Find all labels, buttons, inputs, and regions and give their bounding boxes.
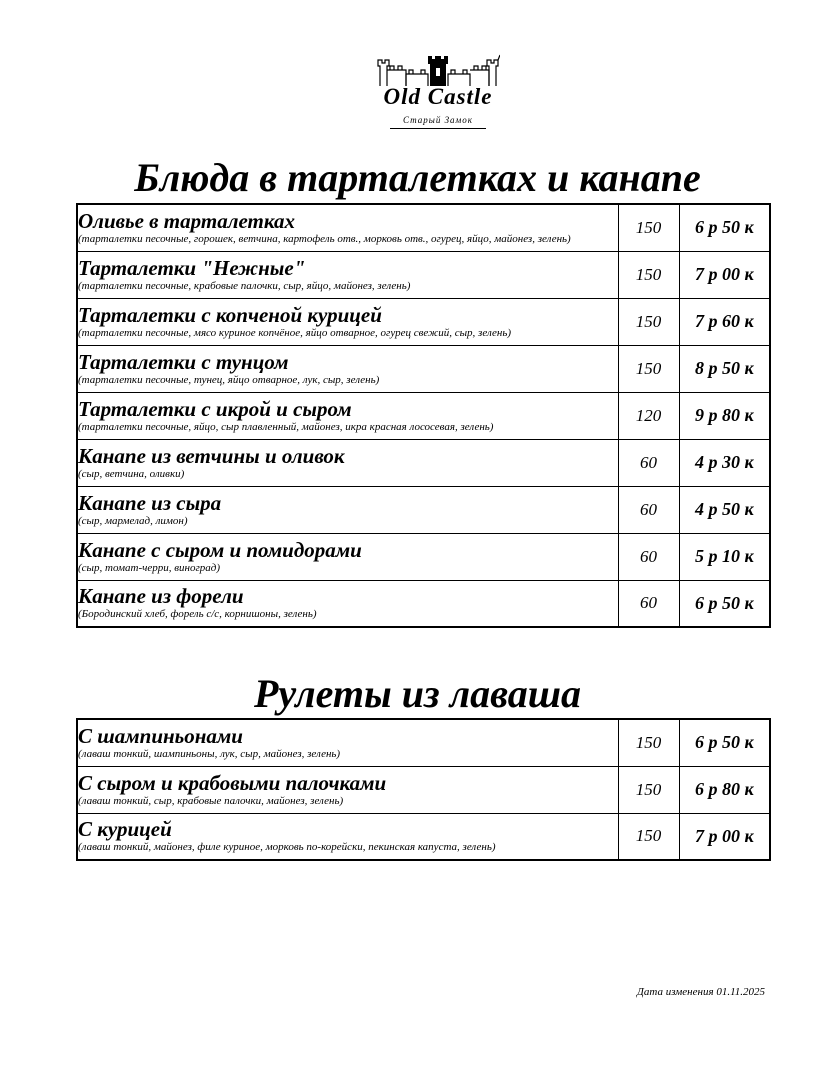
dish-cell (77, 533, 618, 580)
menu-row (77, 766, 770, 813)
menu-row (77, 439, 770, 486)
dish-name: Канапе из форели (78, 584, 244, 609)
dish-description: (сыр, томат-черри, виноград) (78, 561, 221, 574)
menu-table-lavash-rolls (76, 718, 771, 861)
dish-price: 6 р 80 к (679, 766, 770, 813)
menu-row (77, 251, 770, 298)
dish-weight: 60 (618, 533, 679, 580)
dish-weight: 150 (618, 204, 679, 251)
dish-description: (лаваш тонкий, шампиньоны, лук, сыр, майонез, зелень) (78, 747, 341, 760)
dish-weight: 60 (618, 486, 679, 533)
dish-weight: 150 (618, 298, 679, 345)
logo-subtitle: Старый Замок (403, 115, 473, 125)
dish-price: 6 р 50 к (679, 719, 770, 766)
dish-name: С курицей (78, 817, 172, 842)
logo-name: Old Castle (383, 84, 493, 109)
dish-description: (тарталетки песочные, крабовые палочки, сыр, яйцо, майонез, зелень) (78, 279, 411, 292)
dish-cell (77, 392, 618, 439)
castle-icon (376, 52, 500, 88)
dish-price: 6 р 50 к (679, 580, 770, 627)
dish-name: С шампиньонами (78, 723, 243, 748)
dish-price: 5 р 10 к (679, 533, 770, 580)
menu-row (77, 392, 770, 439)
dish-price: 7 р 60 к (679, 298, 770, 345)
dish-description: (лаваш тонкий, майонез, филе куриное, морковь по-корейски, пекинская капуста, зелень) (78, 841, 496, 854)
dish-weight: 150 (618, 345, 679, 392)
dish-price: 7 р 00 к (679, 813, 770, 860)
menu-row (77, 298, 770, 345)
dish-cell (77, 345, 618, 392)
section-title-lavash-rolls: Рулеты из лаваша (253, 671, 582, 716)
dish-description: (тарталетки песочные, яйцо, сыр плавленный, майонез, икра красная лососевая, зелень) (78, 420, 494, 433)
dish-price: 4 р 50 к (679, 486, 770, 533)
logo-underline (390, 128, 486, 129)
dish-description: (тарталетки песочные, горошек, ветчина, картофель отв., морковь отв., огурец, яйцо, майонез, зелень) (78, 232, 571, 245)
dish-description: (сыр, мармелад, лимон) (78, 514, 188, 527)
dish-price: 7 р 00 к (679, 251, 770, 298)
dish-description: (тарталетки песочные, тунец, яйцо отварное, лук, сыр, зелень) (78, 373, 380, 386)
old-castle-logo (360, 52, 516, 134)
change-date-note: Дата изменения 01.11.2025 (636, 986, 765, 998)
menu-row (77, 580, 770, 627)
menu-row (77, 345, 770, 392)
dish-name: Тарталетки "Нежные" (78, 255, 306, 280)
dish-price: 4 р 30 к (679, 439, 770, 486)
menu-table-tartlets (76, 203, 771, 628)
dish-cell (77, 204, 618, 251)
menu-row (77, 533, 770, 580)
dish-name: С сыром и крабовыми палочками (78, 770, 387, 795)
dish-name: Канапе из ветчины и оливок (78, 443, 345, 468)
dish-description: (тарталетки песочные, мясо куриное копчёное, яйцо отварное, огурец свежий, сыр, зелень) (78, 326, 512, 339)
dish-name: Тарталетки с копченой курицей (78, 302, 382, 327)
dish-name: Оливье в тарталетках (78, 208, 295, 233)
dish-name: Тарталетки с тунцом (78, 349, 289, 374)
dish-price: 6 р 50 к (679, 204, 770, 251)
dish-cell (77, 580, 618, 627)
dish-cell (77, 251, 618, 298)
dish-weight: 120 (618, 392, 679, 439)
dish-weight: 150 (618, 719, 679, 766)
dish-cell (77, 719, 618, 766)
dish-name: Тарталетки с икрой и сыром (78, 396, 352, 421)
menu-row (77, 486, 770, 533)
menu-row (77, 204, 770, 251)
dish-description: (лаваш тонкий, сыр, крабовые палочки, майонез, зелень) (78, 794, 344, 807)
menu-row (77, 719, 770, 766)
dish-cell (77, 766, 618, 813)
dish-weight: 150 (618, 813, 679, 860)
dish-description: (Бородинский хлеб, форель с/с, корнишоны, зелень) (78, 608, 317, 621)
dish-weight: 150 (618, 766, 679, 813)
dish-cell (77, 486, 618, 533)
dish-price: 9 р 80 к (679, 392, 770, 439)
menu-row (77, 813, 770, 860)
dish-weight: 60 (618, 580, 679, 627)
dish-cell (77, 439, 618, 486)
dish-cell (77, 813, 618, 860)
section-title-tartlets: Блюда в тарталетках и канапе (134, 155, 701, 200)
dish-description: (сыр, ветчина, оливки) (78, 467, 185, 480)
dish-price: 8 р 50 к (679, 345, 770, 392)
dish-weight: 150 (618, 251, 679, 298)
dish-name: Канапе с сыром и помидорами (78, 537, 362, 562)
dish-name: Канапе из сыра (78, 490, 222, 515)
dish-weight: 60 (618, 439, 679, 486)
dish-cell (77, 298, 618, 345)
